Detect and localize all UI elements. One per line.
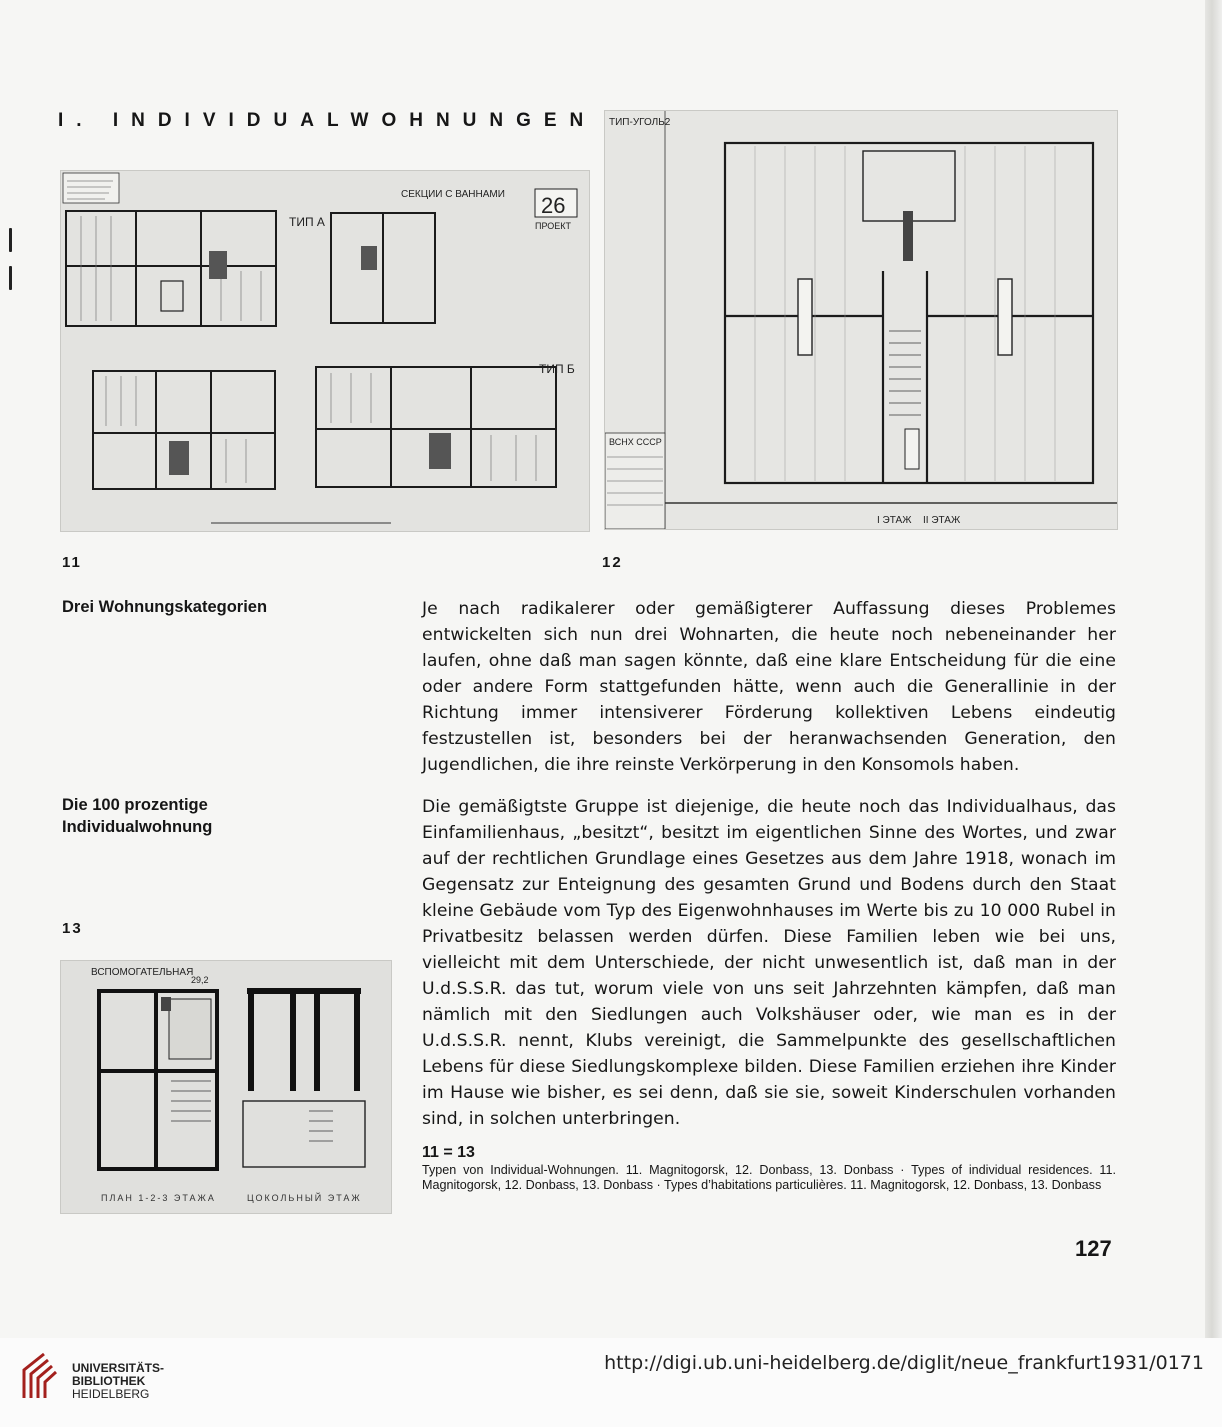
figure-12-label-floor1: I ЭТАЖ — [877, 515, 912, 526]
figure-13-floor-plans — [60, 960, 392, 1214]
figure-11-label-number: 26 — [541, 193, 566, 218]
sidebar-heading-categories: Drei Wohnungskategorien — [62, 598, 268, 616]
page-edge — [1205, 0, 1222, 1338]
figure-11-drawing — [61, 171, 589, 531]
sidebar-heading-individual-line2: Individualwohnung — [62, 818, 213, 836]
library-name[interactable] — [72, 1362, 164, 1401]
caption-text: Typen von Individual-Wohnungen. 11. Magnitogorsk, 12. Donbass, 13. Donbass · Types of individual residences. 11. Magnitogorsk, 12. Donbass, 13. Donbass · Types d’habitations particulières. 11. Magnitogorsk, 12. Donbass, 13. Donbass — [422, 1163, 1116, 1192]
figure-13-number: 13 — [62, 920, 83, 937]
body-paragraph-2: Die gemäßigtste Gruppe ist diejenige, die heute noch das Individualhaus, das Einfamilienhaus, „besitzt“, besitzt im eigentlichen Sinne des Wortes, und zwar auf der rechtlichen Grundlage eines Gesetzes aus dem Jahre 1918, wonach im Gegensatz zur Enteignung des gesamten Grund und Bodens durch den Staat kleine Gebäude vom Typ des Eigenwohnhauses im Werte bis zu 10 000 Rubel in Privatbesitz belassen werden dürfen. Diese Familien leben wie bei uns, vielleicht mit dem Unterschiede, der nicht unwesentlich ist, daß man in der U.d.S.S.R. das tut, worum viele von uns seit Jahrzehnten kämpfen, daß man nämlich mit den Siedlungen auch Volkshäuser oder, wie man es in der U.d.S.S.R. nennt, Klubs vereinigt, die Sammelpunkte des gesellschaftlichen Lebens für diese Siedlungskomplexe bilden. Diese Familien erziehen ihre Kinder im Hause wie bisher, es sei denn, daß sie sie, soweit Kinderschulen vorhanden sind, in solchen unterbringen. — [422, 797, 1116, 1129]
figure-12-label-floor2: II ЭТАЖ — [923, 515, 961, 526]
figure-11-label-tip-a: ТИП А — [289, 215, 325, 229]
library-name-line2: BIBLIOTHEK — [72, 1374, 146, 1388]
figure-11-floor-plans — [60, 170, 590, 532]
library-logo-icon[interactable] — [20, 1350, 60, 1402]
permalink-url[interactable]: http://digi.ub.uni-heidelberg.de/diglit/neue_frankfurt1931/0171 — [604, 1352, 1204, 1374]
figure-12-drawing — [605, 111, 1117, 529]
figure-13-label-aux: ВСПОМОГАТЕЛЬНАЯ — [91, 967, 194, 978]
figure-11-label-tip-b: ТИП Б — [539, 362, 575, 376]
figure-12-label-vsnkh: ВСНХ СССР — [609, 437, 662, 447]
figure-12-label-type: ТИП-УГОЛЬ2 — [609, 117, 671, 128]
library-name-line3: HEIDELBERG — [72, 1387, 150, 1401]
figure-13-drawing — [61, 961, 391, 1213]
sidebar-heading-individual-line1: Die 100 prozentige — [62, 796, 208, 814]
figure-11-number: 11 — [62, 554, 82, 571]
figure-13-label-area: 29,2 — [191, 975, 209, 985]
figure-11-label-project: ПРОЕКТ — [535, 221, 572, 231]
page-number: 127 — [1075, 1236, 1112, 1261]
figure-11-label-title: СЕКЦИИ С ВАННАМИ — [401, 189, 505, 200]
library-name-line1: UNIVERSITÄTS- — [72, 1361, 165, 1375]
figure-13-label-plan: ПЛАН 1-2-3 ЭТАЖА — [101, 1193, 216, 1203]
figure-13-label-basement: ЦОКОЛЬНЫЙ ЭТАЖ — [247, 1193, 362, 1203]
figure-12-number: 12 — [602, 554, 623, 571]
caption-heading: 11 = 13 — [422, 1144, 475, 1161]
body-paragraph-1: Je nach radikalerer oder gemäßigterer Auffassung dieses Problemes entwickelten sich nun drei Wohnarten, die heute noch nebeneinander her laufen, ohne daß man sagen könnte, daß eine klare Entscheidung für die eine oder andere Form stattgefunden hätte, wenn auch die Generallinie in der Richtung immer intensiverer Förderung kollektiven Lebens eindeutig festzustellen ist, besonders bei der heranwachsenden Generation, den Jugendlichen, die ihre reinste Verkörperung in den Konsomols haben. — [422, 599, 1116, 775]
figure-12-floor-plan — [604, 110, 1118, 530]
section-heading: I. INDIVIDUALWOHNUNGEN — [58, 110, 597, 131]
sidebar-heading-individual — [62, 794, 212, 838]
